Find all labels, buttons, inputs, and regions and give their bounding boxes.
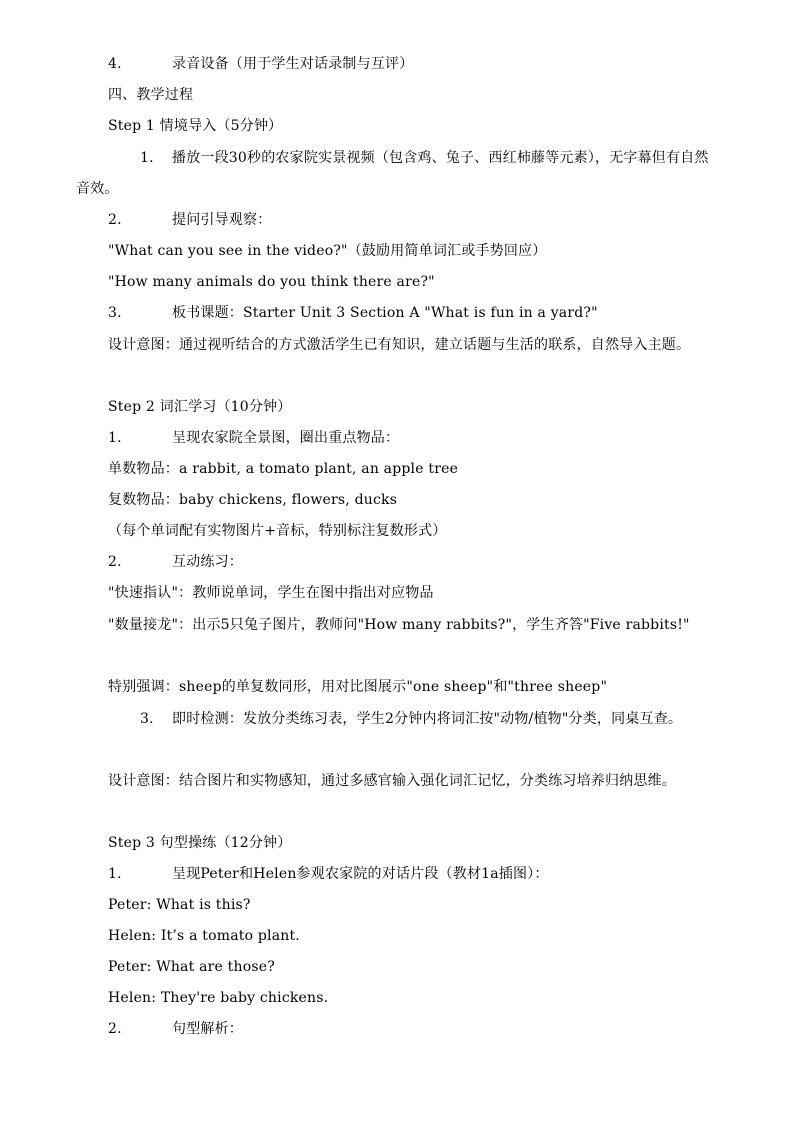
step-heading: Step 3 句型操练（12分钟）	[108, 835, 292, 851]
list-item: 1. 呈现Peter和Helen参观农家院的对话片段（教材1a插图）：	[108, 866, 549, 882]
dialogue-line: Peter: What is this?	[108, 897, 251, 913]
design-intent: 设计意图：结合图片和实物感知，通过多感官输入强化词汇记忆，分类练习培养归纳思维。	[108, 773, 676, 789]
activity-line: "快速指认"：教师说单词，学生在图中指出对应物品	[108, 585, 434, 601]
design-intent: 设计意图：通过视听结合的方式激活学生已有知识，建立话题与生活的联系，自然导入主题。	[108, 337, 691, 353]
step-heading: Step 1 情境导入（5分钟）	[108, 118, 283, 134]
vocab-line: 单数物品：a rabbit, a tomato plant, an apple tree	[108, 461, 459, 477]
question-line: "How many animals do you think there are?"	[108, 274, 435, 290]
step-heading: Step 2 词汇学习（10分钟）	[108, 399, 292, 415]
question-line: "What can you see in the video?"（鼓励用简单词汇或手势回应）	[108, 243, 547, 259]
list-item: 2. 提问引导观察：	[108, 212, 272, 228]
dialogue-line: Peter: What are those?	[108, 959, 275, 975]
list-item: 3. 板书课题：Starter Unit 3 Section A "What is fun in a yard?"	[108, 305, 598, 321]
activity-line-wrapped: "数量接龙"：出示5只兔子图片，教师问"How many rabbits?"，学生齐答"Five rabbits!"	[108, 617, 690, 633]
section-heading: 四、教学过程	[108, 87, 194, 103]
list-item-wrapped: 3. 即时检测：发放分类练习表，学生2分钟内将词汇按"动物/植物"分类，同桌互查。	[140, 711, 683, 727]
list-item: 2. 句型解析：	[108, 1021, 243, 1037]
vocab-line: 复数物品：baby chickens, flowers, ducks	[108, 492, 398, 508]
note-line: （每个单词配有实物图片+音标，特别标注复数形式）	[108, 523, 447, 539]
list-item-wrapped: 1. 播放一段30秒的农家院实景视频（包含鸡、兔子、西红柿藤等元素），无字幕但有自然音效。	[76, 150, 709, 197]
list-item: 1. 呈现农家院全景图，圈出重点物品：	[108, 430, 400, 446]
dialogue-line: Helen: They're baby chickens.	[108, 990, 329, 1006]
list-item: 2. 互动练习：	[108, 554, 243, 570]
emphasis-line: 特别强调：sheep的单复数同形，用对比图展示"one sheep"和"three sheep"	[108, 679, 608, 695]
list-item: 4. 录音设备（用于学生对话录制与互评）	[108, 56, 414, 72]
dialogue-line: Helen: It’s a tomato plant.	[108, 928, 300, 944]
